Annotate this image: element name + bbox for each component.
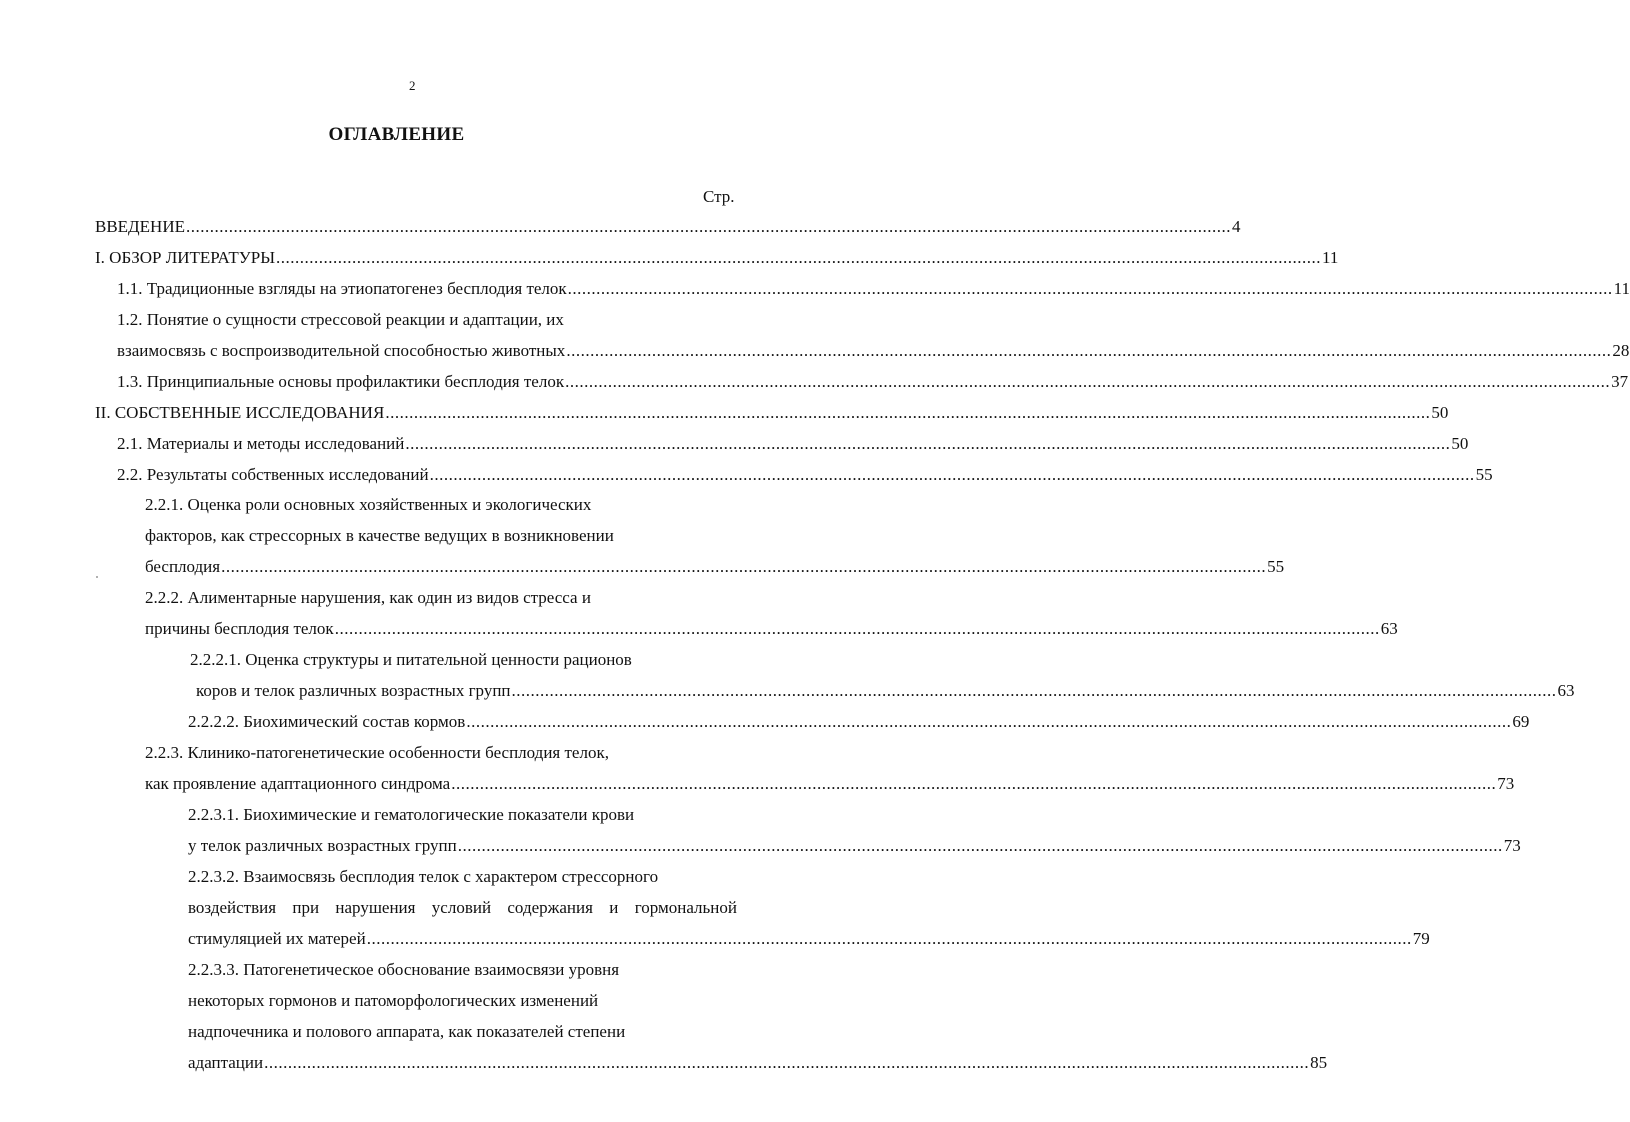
toc-entry-2-2-1-line1: 2.2.1. Оценка роли основных хозяйственных и экологических — [145, 495, 592, 514]
toc-entry-chapter-1 — [95, 248, 1339, 270]
toc-page-number: 50 — [1451, 434, 1469, 453]
toc-page-number: 73 — [1503, 836, 1521, 855]
page-number: 2 — [409, 78, 416, 93]
toc-entry-2-2-2-1 — [196, 681, 1575, 703]
toc-entry-2-2-3-3 — [188, 1053, 1328, 1075]
toc-entry-text: II. СОБСТВЕННЫЕ ИССЛЕДОВАНИЯ — [95, 403, 385, 422]
toc-leader-dots: ............................................................................................................................................................................................................................ — [334, 619, 1380, 638]
toc-entry-text: 2.2. Результаты собственных исследований — [117, 465, 429, 484]
scan-speck — [96, 576, 98, 578]
toc-entry-2-2-2-line1: 2.2.2. Алиментарные нарушения, как один из видов стресса и — [145, 588, 591, 607]
toc-entry-2-2-3-1 — [188, 836, 1521, 858]
toc-entry-2-2-2 — [145, 619, 1398, 641]
toc-entry-2-2-3-line1: 2.2.3. Клинико-патогенетические особенности бесплодия телок, — [145, 743, 609, 762]
toc-leader-dots: ............................................................................................................................................................................................................................ — [511, 681, 1557, 700]
toc-entry-text: I. ОБЗОР ЛИТЕРАТУРЫ — [95, 248, 276, 267]
toc-entry-text: причины бесплодия телок — [145, 619, 334, 638]
toc-leader-dots: ............................................................................................................................................................................................................................ — [221, 557, 1267, 576]
toc-entry-text: 1.1. Традиционные взгляды на этиопатогенез бесплодия телок — [117, 279, 567, 298]
toc-entry-1-2 — [117, 341, 1630, 363]
toc-entry-text: у телок различных возрастных групп — [188, 836, 457, 855]
toc-leader-dots: ............................................................................................................................................................................................................................ — [264, 1053, 1310, 1072]
toc-entry-2-2 — [117, 465, 1493, 487]
toc-page-number: 73 — [1497, 774, 1515, 793]
toc-entry-1-1 — [117, 279, 1630, 301]
toc-page-number: 63 — [1380, 619, 1398, 638]
toc-entry-2-2-2-1-line1: 2.2.2.1. Оценка структуры и питательной ценности рационов — [190, 650, 632, 669]
toc-page-number: 85 — [1310, 1053, 1328, 1072]
toc-page-number: 55 — [1475, 465, 1493, 484]
toc-leader-dots: ............................................................................................................................................................................................................................ — [185, 217, 1231, 236]
toc-page-number: 37 — [1611, 372, 1629, 391]
toc-entry-text: коров и телок различных возрастных групп — [196, 681, 511, 700]
toc-leader-dots: ............................................................................................................................................................................................................................ — [429, 465, 1475, 484]
toc-leader-dots: ............................................................................................................................................................................................................................ — [457, 836, 1503, 855]
toc-entry-text: как проявление адаптационного синдрома — [145, 774, 451, 793]
page-column-label: Стр. — [703, 187, 735, 206]
toc-page-number: 63 — [1557, 681, 1575, 700]
toc-page-number: 50 — [1431, 403, 1449, 422]
toc-entry-2-2-1 — [145, 557, 1285, 579]
toc-entry-2-2-3-2 — [188, 929, 1430, 951]
toc-entry-2-2-3-3-line3: надпочечника и полового аппарата, как показателей степени — [188, 1022, 626, 1041]
toc-entry-2-2-3-3-line1: 2.2.3.3. Патогенетическое обоснование взаимосвязи уровня — [188, 960, 620, 979]
page-title: ОГЛАВЛЕНИЕ — [328, 124, 465, 145]
toc-entry-1-2-line1: 1.2. Понятие о сущности стрессовой реакции и адаптации, их — [117, 310, 564, 329]
toc-entry-2-2-3-2-line2: воздействия при нарушения условий содержания и гормональной — [188, 898, 737, 917]
toc-leader-dots: ............................................................................................................................................................................................................................ — [565, 372, 1611, 391]
toc-entry-text: 2.1. Материалы и методы исследований — [117, 434, 405, 453]
toc-page-number: 11 — [1613, 279, 1630, 298]
toc-entry-2-2-1-line2: факторов, как стрессорных в качестве ведущих в возникновении — [145, 526, 614, 545]
toc-entry-text: взаимосвязь с воспроизводительной способностью животных — [117, 341, 566, 360]
toc-entry-text: ВВЕДЕНИЕ — [95, 217, 185, 236]
toc-leader-dots: ............................................................................................................................................................................................................................ — [385, 403, 1431, 422]
toc-entry-introduction — [95, 217, 1241, 239]
toc-entry-2-2-3-1-line1: 2.2.3.1. Биохимические и гематологические показатели крови — [188, 805, 635, 824]
toc-page-number: 28 — [1612, 341, 1630, 360]
toc-leader-dots: ............................................................................................................................................................................................................................ — [366, 929, 1412, 948]
toc-entry-1-3 — [117, 372, 1629, 394]
toc-page-number: 79 — [1412, 929, 1430, 948]
toc-entry-text: стимуляцией их матерей — [188, 929, 366, 948]
toc-entry-text: 2.2.2.2. Биохимический состав кормов — [188, 712, 466, 731]
toc-entry-text: 1.3. Принципиальные основы профилактики бесплодия телок — [117, 372, 565, 391]
toc-page-number: 11 — [1322, 248, 1339, 267]
toc-entry-2-2-3 — [145, 774, 1515, 796]
toc-leader-dots: ............................................................................................................................................................................................................................ — [276, 248, 1322, 267]
toc-page-number: 69 — [1512, 712, 1530, 731]
toc-entry-2-2-2-2 — [188, 712, 1530, 734]
toc-leader-dots: ............................................................................................................................................................................................................................ — [566, 341, 1612, 360]
toc-page-number: 55 — [1267, 557, 1285, 576]
toc-leader-dots: ............................................................................................................................................................................................................................ — [466, 712, 1512, 731]
toc-leader-dots: ............................................................................................................................................................................................................................ — [451, 774, 1497, 793]
toc-leader-dots: ............................................................................................................................................................................................................................ — [567, 279, 1613, 298]
toc-entry-2-2-3-3-line2: некоторых гормонов и патоморфологических изменений — [188, 991, 599, 1010]
toc-entry-text: бесплодия — [145, 557, 221, 576]
toc-entry-chapter-2 — [95, 403, 1449, 425]
toc-page-number: 4 — [1231, 217, 1241, 236]
toc-entry-2-2-3-2-line1: 2.2.3.2. Взаимосвязь бесплодия телок с характером стрессорного — [188, 867, 659, 886]
toc-entry-2-1 — [117, 434, 1469, 456]
toc-entry-text: адаптации — [188, 1053, 264, 1072]
toc-leader-dots: ............................................................................................................................................................................................................................ — [405, 434, 1451, 453]
